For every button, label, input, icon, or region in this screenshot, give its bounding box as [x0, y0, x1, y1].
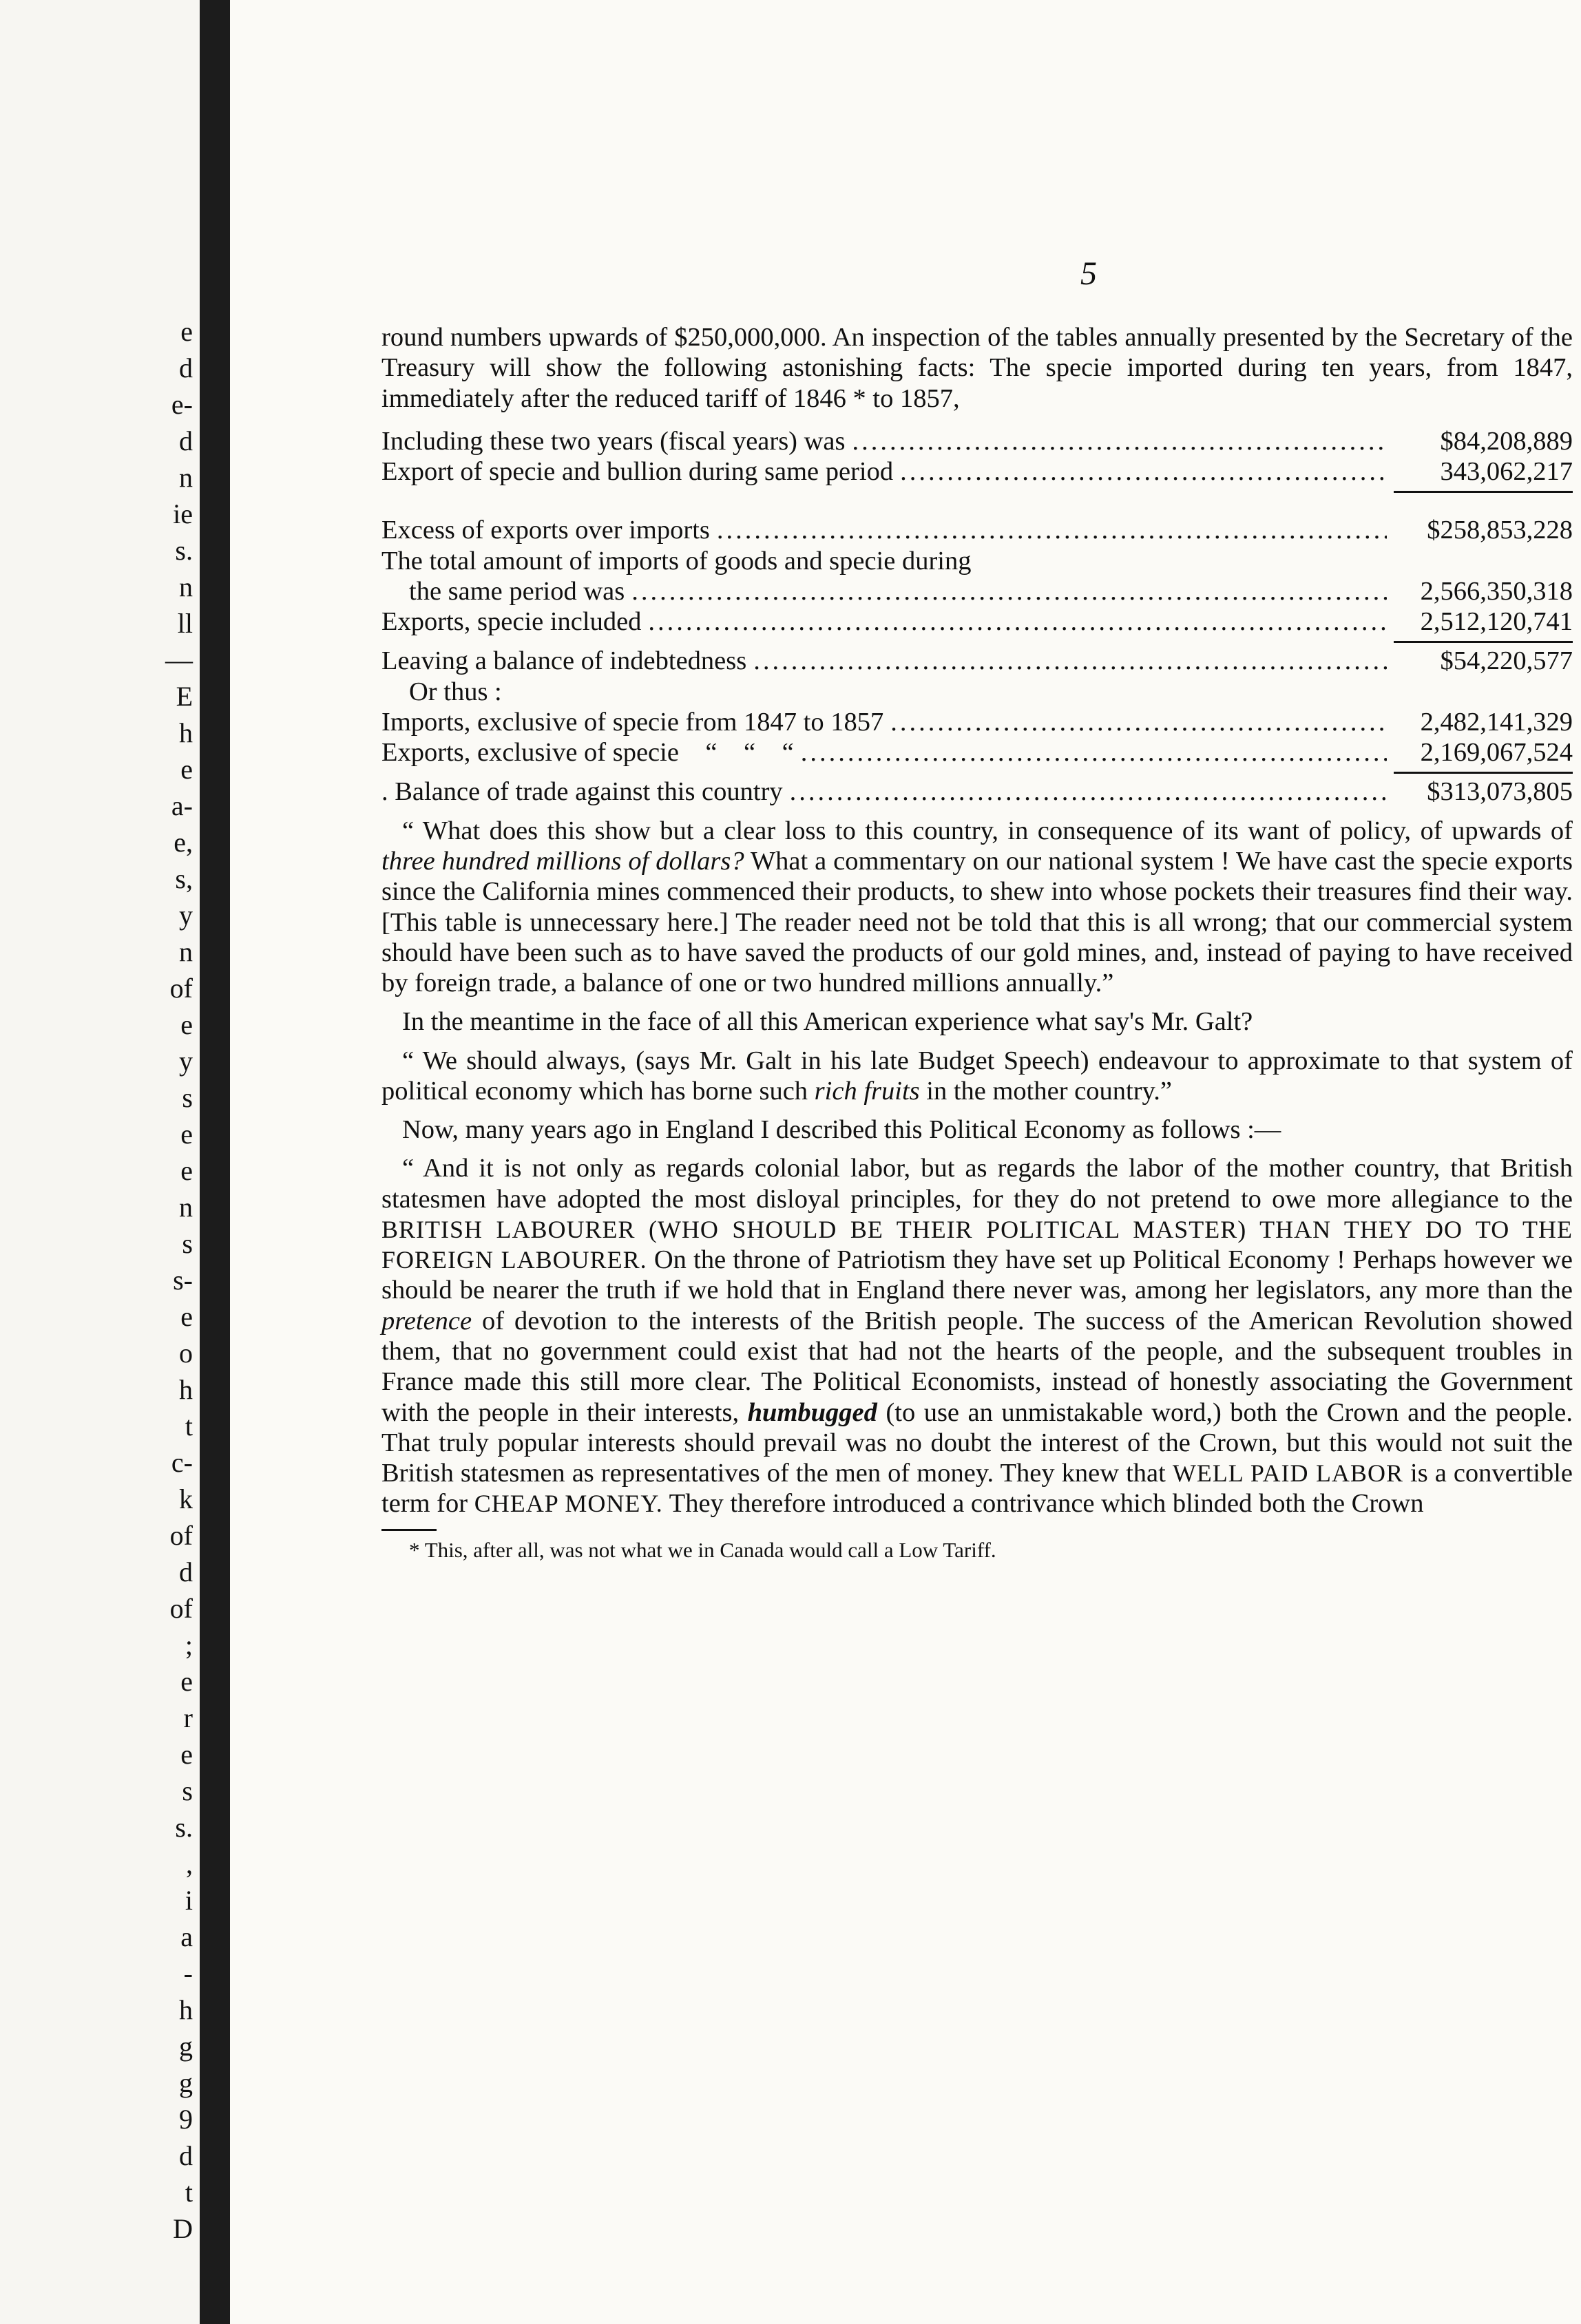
ledger-row-total: [381, 576, 1573, 606]
edge-letter: a-: [171, 790, 193, 821]
ledger-amount: $54,220,577: [1440, 646, 1573, 676]
edge-letter: of: [169, 973, 193, 1004]
edge-letter: n: [179, 462, 193, 493]
ledger-label: Leaving a balance of indebtedness: [381, 646, 747, 676]
document-page: [230, 0, 1581, 2324]
edge-letter: 9: [179, 2104, 193, 2135]
edge-letter: g: [179, 2031, 193, 2062]
ledger-label: Exports, exclusive of specie “ “ “: [381, 738, 794, 768]
sum-rule: [381, 491, 1573, 493]
ledger-row-imports-exclusive: [381, 707, 1573, 737]
adjacent-page-letters: [165, 313, 193, 2247]
edge-letter: ie: [173, 498, 193, 529]
edge-letter: -: [183, 1958, 193, 1989]
intro-paragraph: round numbers upwards of $250,000,000. An inspection of the tables annually presented by the Secretary of the Treasury will show the following astonishing facts: The specie imported during ten years, from 1847, immediately after the reduced tariff of 1846 * to 1857,: [381, 323, 1573, 413]
ledger-label: The total amount of imports of goods and specie during: [381, 546, 972, 575]
edge-letter: h: [179, 1374, 193, 1405]
edge-letter: s-: [173, 1265, 193, 1296]
ledger-amount: $313,073,805: [1427, 777, 1573, 807]
edge-letter: e-: [171, 389, 193, 420]
leader-dots: [631, 576, 1387, 606]
quote-paragraph-2: “ We should always, (says Mr. Galt in his late Budget Speech) endeavour to approximate to that system of political economy which has borne such rich fruits in the mother country.”: [381, 1046, 1573, 1106]
sum-rule: [381, 772, 1573, 774]
edge-letter: i: [185, 1885, 193, 1916]
ledger-label: Exports, specie included: [381, 607, 642, 637]
edge-letter: e: [180, 1666, 193, 1697]
ledger-label: Including these two years (fiscal years) was: [381, 426, 846, 456]
footnote: * This, after all, was not what we in Canada would call a Low Tariff.: [409, 1537, 996, 1562]
edge-letter: E: [176, 681, 193, 712]
page-number: 5: [1080, 255, 1097, 292]
ledger-row-balance: [381, 777, 1573, 807]
edge-letter: s: [182, 1775, 193, 1806]
edge-letter: y: [179, 900, 193, 931]
edge-letter: e: [180, 1009, 193, 1040]
edge-letter: s,: [175, 863, 193, 894]
edge-letter: h: [179, 1994, 193, 2025]
ledger-amount: 343,062,217: [1440, 457, 1573, 487]
quote-paragraph-1: “ What does this show but a clear loss to this country, in consequence of its want of policy, of upwards of three hundred millions of dollars? What a commentary on our national system ! We have cast the specie exports since the California mines commenced their products, to shew into whose pockets their treasures find their way. [This table is unnecessary here.] The reader need not be told that this is all wrong; that our commercial system should have been such as to have saved the products of our gold mines, and, instead of paying to have received by foreign trade, a balance of one or two hundred millions annually.”: [381, 816, 1573, 998]
leader-dots: [753, 646, 1387, 676]
edge-letter: ll: [177, 608, 193, 639]
ledger-row-total-heading: [381, 546, 1573, 576]
edge-letter: t: [185, 2177, 193, 2208]
quote-paragraph-3: “ And it is not only as regards colonial labor, but as regards the labor of the mother country, that British statesmen have adopted the most disloyal principles, for they do not pretend to owe more allegiance to the BRITISH LABOURER (WHO SHOULD BE THEIR POLITICAL MASTER) THAN THEY DO TO THE FOREIGN LABOURER. On the throne of Patriotism they have set up Political Economy ! Perhaps however we should be nearer the truth if we hold that in England there never was, among her legislators, any more than the pretence of devotion to the interests of the British people. The success of the American Revolution showed them, that no government could exist that had not the hearts of the people, and the subsequent troubles in France made this still more clear. The Political Economists, instead of honestly associating the Government with the people in their interests, humbugged (to use an unmistakable word,) both the Crown and the people. That truly popular interests should prevail was no doubt the interest of the Crown, but this would not suit the British statesmen as representatives of the men of money. They knew that WELL PAID LABOR is a convertible term for CHEAP MONEY. They therefore introduced a contrivance which blinded both the Crown: [381, 1154, 1573, 1519]
ledger-label: Export of specie and bullion during same period: [381, 457, 894, 487]
edge-letter: ;: [185, 1629, 193, 1660]
edge-letter: D: [173, 2213, 193, 2244]
edge-letter: e: [180, 1301, 193, 1332]
ledger-row-exports-included: [381, 606, 1573, 637]
ledger-row-imports: [381, 426, 1573, 456]
edge-letter: —: [165, 644, 193, 675]
edge-letter: e: [180, 316, 193, 347]
sum-rule: [381, 641, 1573, 643]
edge-letter: n: [179, 1192, 193, 1223]
leader-dots: [890, 707, 1387, 737]
leader-dots: [801, 737, 1387, 768]
edge-letter: n: [179, 936, 193, 967]
edge-letter: s.: [175, 535, 193, 566]
edge-letter: d: [179, 2140, 193, 2171]
leader-dots: [648, 606, 1387, 637]
edge-letter: n: [179, 571, 193, 602]
footnote-rule: [381, 1529, 437, 1531]
ledger-row-excess: [381, 515, 1573, 545]
edge-letter: k: [179, 1483, 193, 1514]
leader-dots: [900, 456, 1387, 487]
ledger-label: . Balance of trade against this country: [381, 777, 783, 807]
edge-letter: d: [179, 425, 193, 456]
ledger-label: Excess of exports over imports: [381, 516, 710, 545]
edge-letter: d: [179, 352, 193, 383]
page-body: [381, 322, 1573, 1562]
ledger-row-exports: [381, 456, 1573, 487]
edge-letter: e: [180, 754, 193, 785]
edge-letter: e: [180, 1155, 193, 1186]
edge-letter: of: [169, 1593, 193, 1624]
edge-letter: e: [180, 1119, 193, 1150]
adjacent-page-edge: [0, 0, 200, 2324]
ledger-label: Or thus :: [409, 677, 502, 706]
edge-letter: h: [179, 717, 193, 748]
edge-letter: of: [169, 1520, 193, 1551]
paragraph-political-economy: Now, many years ago in England I described this Political Economy as follows :—: [402, 1115, 1281, 1145]
ledger-amount: $258,853,228: [1427, 516, 1573, 545]
paragraph-galt-question: In the meantime in the face of all this American experience what say's Mr. Galt?: [402, 1007, 1253, 1037]
ledger-row-indebtedness: [381, 646, 1573, 676]
edge-letter: e,: [174, 827, 193, 858]
edge-letter: s.: [175, 1812, 193, 1843]
ledger-amount: 2,169,067,524: [1420, 738, 1573, 768]
edge-letter: s: [182, 1082, 193, 1113]
edge-letter: e: [180, 1739, 193, 1770]
edge-letter: y: [179, 1046, 193, 1077]
edge-letter: d: [179, 1556, 193, 1587]
edge-letter: t: [185, 1411, 193, 1441]
ledger-label: the same period was: [409, 576, 625, 606]
edge-letter: c-: [171, 1447, 193, 1478]
leader-dots: [852, 426, 1387, 456]
ledger-amount: 2,566,350,318: [1420, 576, 1573, 606]
ledger-amount: 2,482,141,329: [1420, 707, 1573, 737]
ledger-amount: 2,512,120,741: [1420, 607, 1573, 637]
page-gutter: [200, 0, 230, 2324]
ledger-row-or-thus: [381, 677, 1573, 707]
edge-letter: s: [182, 1228, 193, 1259]
edge-letter: ,: [186, 1848, 193, 1879]
edge-letter: a: [180, 1921, 193, 1952]
edge-letter: g: [179, 2067, 193, 2098]
edge-letter: o: [179, 1338, 193, 1369]
ledger-amount: $84,208,889: [1440, 426, 1573, 456]
leader-dots: [717, 515, 1387, 545]
specie-ledger: [381, 426, 1573, 807]
leader-dots: [790, 777, 1387, 807]
edge-letter: r: [183, 1702, 193, 1733]
ledger-label: Imports, exclusive of specie from 1847 to 1857: [381, 707, 884, 737]
ledger-row-exports-exclusive: [381, 737, 1573, 768]
